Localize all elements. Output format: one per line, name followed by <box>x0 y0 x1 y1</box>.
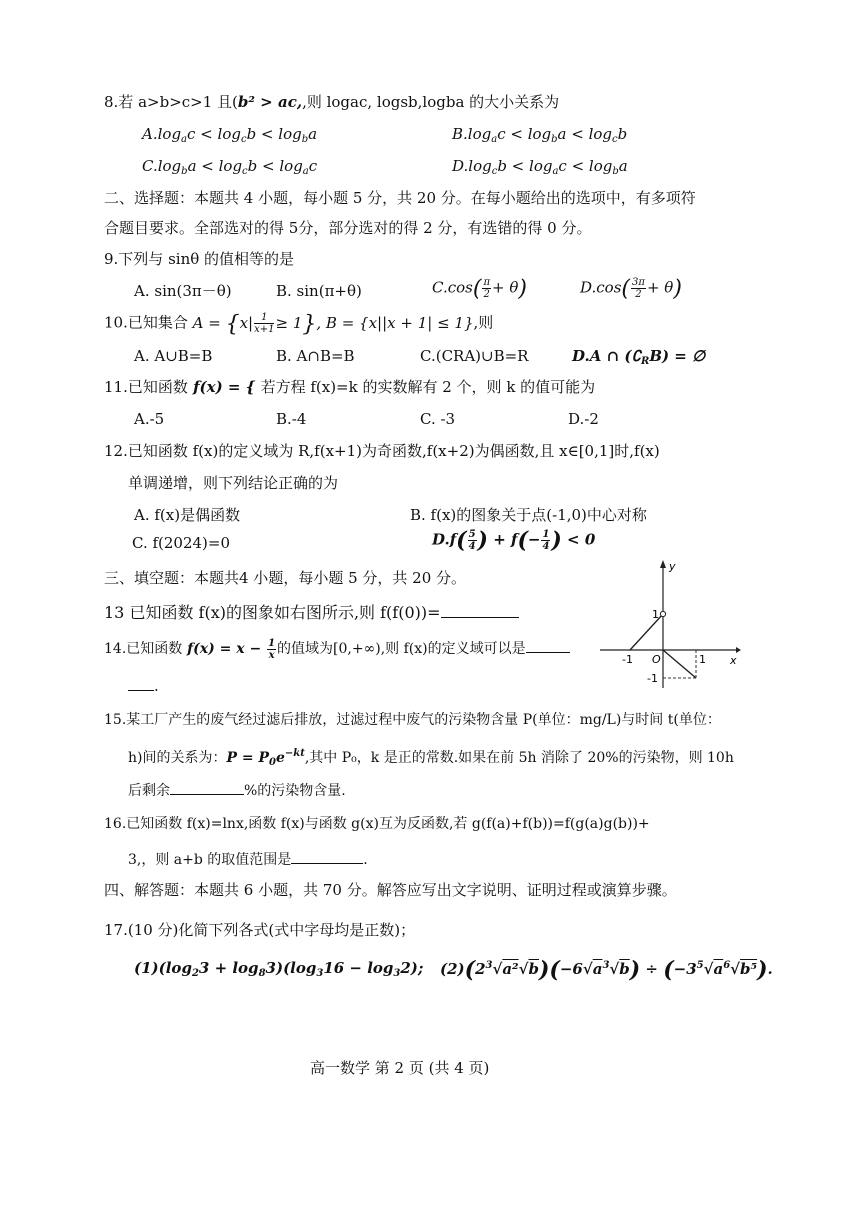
page-footer: 高一数学 第 2 页 (共 4 页) <box>310 1059 490 1077</box>
q15-line1: 15.某工厂产生的废气经过滤后排放，过滤过程中废气的污染物含量 P(单位：mg/L)与时间 t(单位： <box>104 712 721 728</box>
q12-option-c: C. f(2024)=0 <box>132 534 231 552</box>
section2-line1: 二、选择题：本题共 4 小题，每小题 5 分，共 20 分。在每小题给出的选项中，有多项符 <box>104 189 696 207</box>
q11-option-b: B.-4 <box>276 410 307 428</box>
q8-stem: 8.若 a>b>c>1 且(b² > ac,,则 logac, logsb,logba 的大小关系为 <box>104 93 560 111</box>
q10-stem: 10.已知集合 A = {x| $\frac{1}{x+1}$ ≥ 1}, B = {x||x + 1| ≤ 1},则 <box>104 311 494 337</box>
q9-option-d: D.cos( $\frac{3\pi}{2}$ + θ) <box>580 276 682 302</box>
q11-stem: 11.已知函数 f(x) = { 若方程 f(x)=k 的实数解有 2 个，则 k 的值可能为 <box>104 378 596 396</box>
q9-stem: 9.下列与 sinθ 的值相等的是 <box>104 250 295 268</box>
q8-option-b: $B.\log_ac < \log_ba < \log_cb$ <box>452 125 628 145</box>
q11-option-a: A.-5 <box>134 410 165 428</box>
q12-option-b: B. f(x)的图象关于点(-1,0)中心对称 <box>410 506 647 524</box>
q9-option-b: B. sin(π+θ) <box>276 282 362 300</box>
q14-end: . <box>128 675 159 696</box>
section4-heading: 四、解答题：本题共 6 小题，共 70 分。解答应写出文字说明、证明过程或演算步骤。 <box>104 881 677 899</box>
q11-option-d: D.-2 <box>568 410 599 428</box>
q17-part2: $(2)(2^3√a^2√b)(-6√a^3√b) \div (-3^5√a^6√b^5)$. <box>440 957 773 983</box>
x-label: x <box>730 654 737 667</box>
q10-option-a: A. A∪B=B <box>134 347 213 365</box>
q11-option-c: C. -3 <box>420 410 456 428</box>
function-graph <box>596 556 741 692</box>
q9-option-a: A. sin(3π－θ) <box>134 282 232 300</box>
q14-stem: 14.已知函数 f(x) = x − $\frac{1}{x}$ 的值域为[0,+∞),则 f(x)的定义域可以是 <box>104 637 570 661</box>
q12-line1: 12.已知函数 f(x)的定义域为 R,f(x+1)为奇函数,f(x+2)为偶函数,且 x∈[0,1]时,f(x) <box>104 442 660 460</box>
q10-option-d: D.A ∩ $(∁_RB)$ = ∅ <box>572 347 706 367</box>
q10-option-b: B. A∩B=B <box>276 347 355 365</box>
q12-option-a: A. f(x)是偶函数 <box>134 506 241 524</box>
tick-y-1: 1 <box>652 608 659 621</box>
tick-x-1: 1 <box>699 653 706 666</box>
q16-line1: 16.已知函数 f(x)=lnx,函数 f(x)与函数 g(x)互为反函数,若 g(f(a)+f(b))=f(g(a)g(b))+ <box>104 816 650 832</box>
y-axis-arrow <box>660 560 666 568</box>
q10-option-c: C.(CRA)∪B=R <box>420 347 529 365</box>
y-label: y <box>669 560 676 573</box>
q12-option-d: D.f( $\frac{5}{4}$ ) + f(− $\frac{1}{4}$ ) < 0 <box>432 527 596 554</box>
q8-option-d: $D.\log_cb < \log_ac < \log_ba$ <box>452 157 628 177</box>
q15-line3: 后剩余 %的污染物含量. <box>128 779 346 801</box>
x-axis-arrow <box>736 647 741 653</box>
tick-x-neg1: -1 <box>622 653 633 666</box>
q17-stem: 17.(10 分)化简下列各式(式中字母均是正数)； <box>104 921 416 939</box>
open-point <box>660 611 665 616</box>
graph-segment-right <box>663 650 696 678</box>
section2-line2: 合题目要求。全部选对的得 5分，部分选对的得 2 分，有选错的得 0 分。 <box>104 219 592 237</box>
q8-option-a: $A.\log_ac < \log_cb < \log_ba$ <box>142 125 318 145</box>
q9-option-c: C.cos( $\frac{\pi}{2}$ + θ) <box>432 276 527 302</box>
section3-heading: 三、填空题：本题共4 小题，每小题 5 分，共 20 分。 <box>104 569 467 587</box>
q13-stem: 13 已知函数 f(x)的图象如右图所示,则 f(f(0))= <box>104 602 519 623</box>
q16-line2: 3,，则 a+b 的取值范围是 . <box>128 848 368 870</box>
q15-line2: h)间的关系为：$P = P_0e^{-kt}$,其中 P₀，k 是正的常数.如果在前 5h 消除了 20%的污染物，则 10h <box>128 748 734 768</box>
q17-part1: $(1)(\log_23 + \log_83)(\log_316 - \log_32)$; <box>134 959 424 979</box>
origin-label: O <box>652 653 661 666</box>
q12-line2: 单调递增，则下列结论正确的为 <box>128 474 339 492</box>
tick-y-neg1: -1 <box>647 672 658 685</box>
q8-option-c: $C.\log_ba < \log_cb < \log_ac$ <box>142 157 318 177</box>
